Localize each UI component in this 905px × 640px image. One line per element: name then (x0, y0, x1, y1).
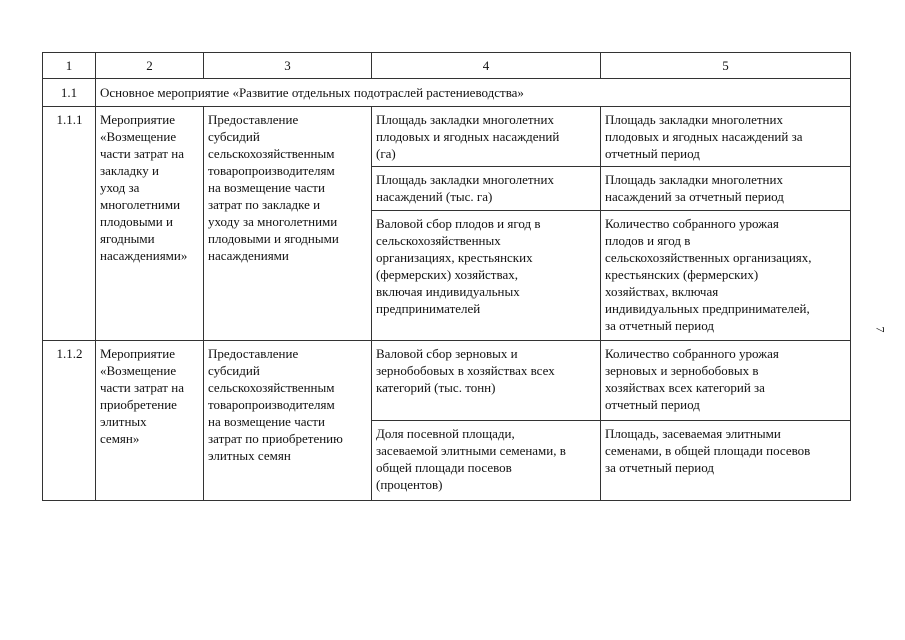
section-number: 1.1 (43, 79, 96, 107)
indicators-table (42, 52, 851, 501)
table-row (43, 107, 851, 167)
row-number: 1.1.1 (43, 107, 96, 341)
header-cell: 5 (601, 53, 851, 79)
header-row (43, 53, 851, 79)
header-cell: 4 (372, 53, 601, 79)
row-number: 1.1.2 (43, 341, 96, 501)
indicator-method-cell: Количество собранного урожая зерновых и зернобобовых в хозяйствах всех категорий за отчетный период (601, 341, 851, 421)
indicator-name-cell: Валовой сбор плодов и ягод в сельскохозяйственных организациях, крестьянских (фермерских) хозяйствах, включая индивидуальных предпринимателей (372, 211, 601, 341)
header-cell: 1 (43, 53, 96, 79)
header-cell: 2 (96, 53, 204, 79)
indicator-method-cell: Площадь закладки многолетних насаждений за отчетный период (601, 167, 851, 211)
indicator-name-cell: Площадь закладки многолетних плодовых и ягодных насаждений (га) (372, 107, 601, 167)
indicator-name-cell: Площадь закладки многолетних насаждений (тыс. га) (372, 167, 601, 211)
table-row (43, 341, 851, 421)
section-title: Основное мероприятие «Развитие отдельных подотраслей растениеводства» (96, 79, 851, 107)
section-row (43, 79, 851, 107)
description-cell: Предоставление субсидий сельскохозяйственным товаропроизводителям на возмещение части затрат по приобретению элитных семян (204, 341, 372, 501)
indicator-name-cell: Валовой сбор зерновых и зернобобовых в хозяйствах всех категорий (тыс. тонн) (372, 341, 601, 421)
measure-cell: Мероприятие «Возмещение части затрат на закладку и уход за многолетними плодовыми и ягодными насаждениями» (96, 107, 204, 341)
indicator-name-cell: Доля посевной площади, засеваемой элитными семенами, в общей площади посевов (процентов) (372, 421, 601, 501)
indicator-method-cell: Площадь, засеваемая элитными семенами, в общей площади посевов за отчетный период (601, 421, 851, 501)
description-cell: Предоставление субсидий сельскохозяйственным товаропроизводителям на возмещение части затрат по закладке и уходу за многолетними плодовыми и ягодными насаждениями (204, 107, 372, 341)
measure-cell: Мероприятие «Возмещение части затрат на приобретение элитных семян» (96, 341, 204, 501)
header-cell: 3 (204, 53, 372, 79)
indicator-method-cell: Площадь закладки многолетних плодовых и ягодных насаждений за отчетный период (601, 107, 851, 167)
page-number: 7 (873, 326, 888, 333)
indicator-method-cell: Количество собранного урожая плодов и ягод в сельскохозяйственных организациях, крестьянских (фермерских) хозяйствах, включая индивидуальных предпринимателей, за отчетный период (601, 211, 851, 341)
